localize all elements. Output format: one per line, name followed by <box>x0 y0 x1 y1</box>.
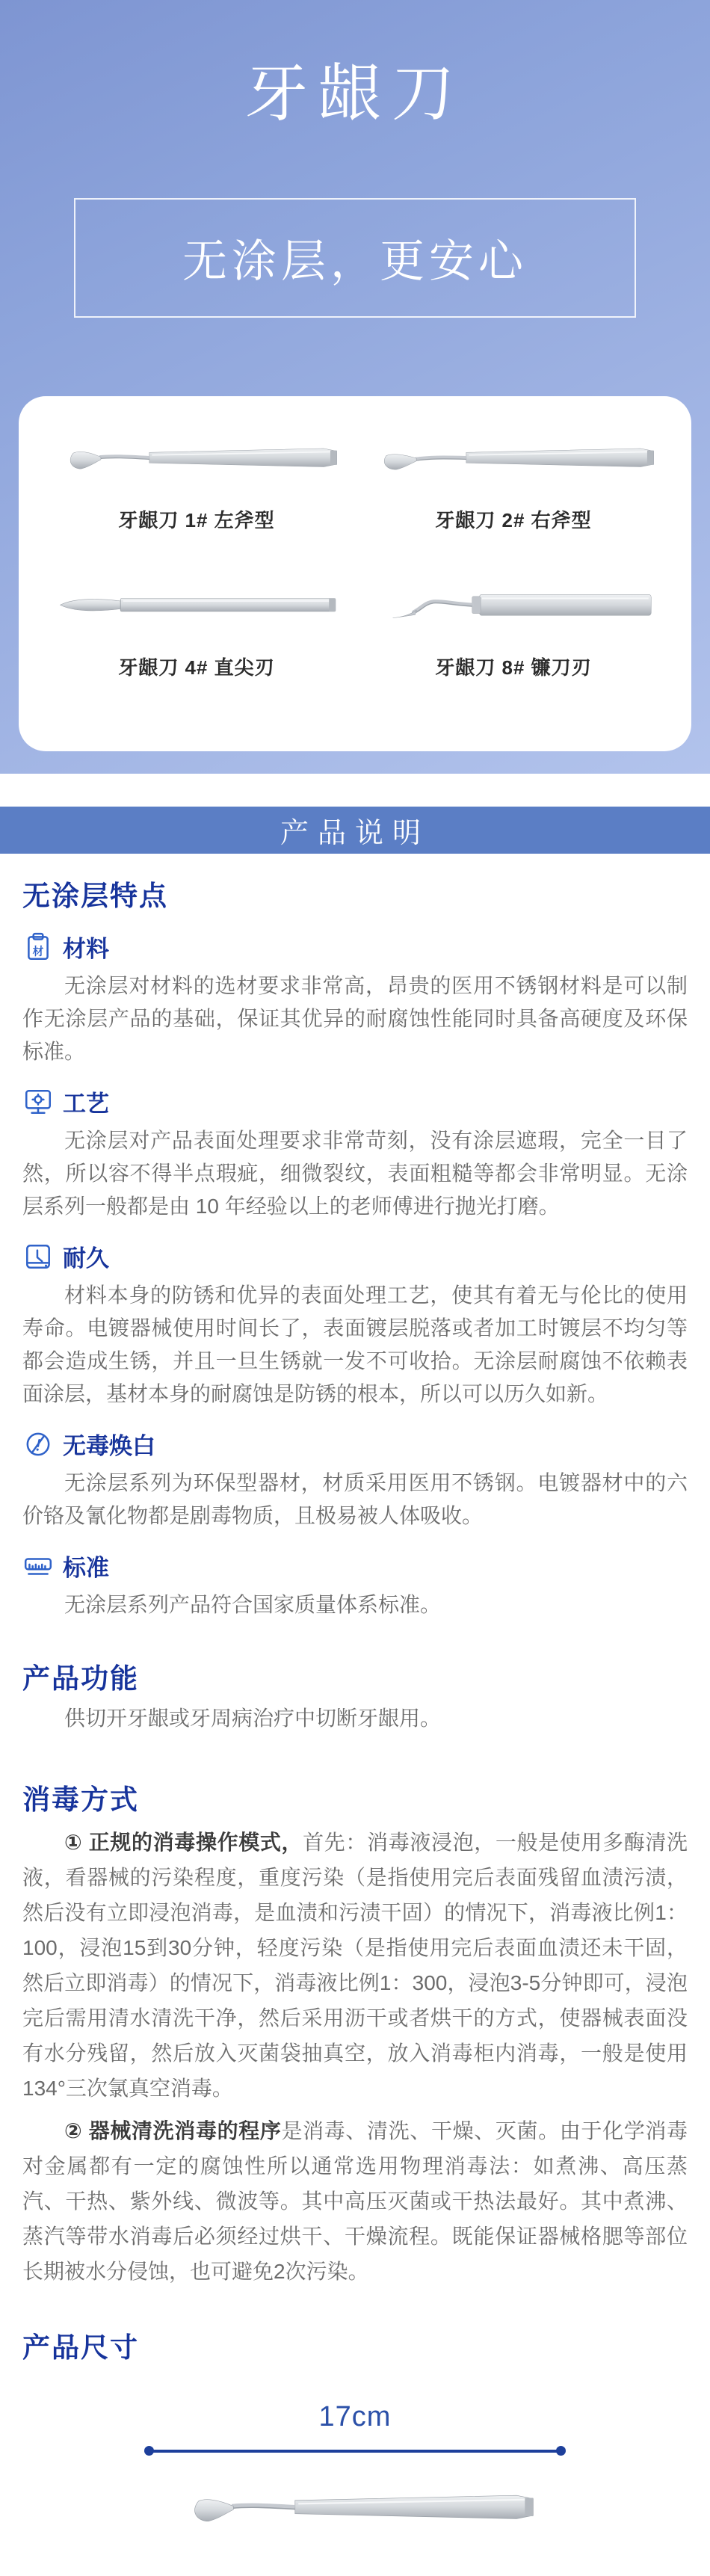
feature-standard <box>22 1549 688 1583</box>
product-caption: 牙龈刀 2# 右斧型 <box>435 509 592 531</box>
feature-label: 无毒焕白 <box>63 1433 155 1459</box>
slogan-box <box>74 198 636 318</box>
disinfection-text-1: 首先：消毒液浸泡，一般是使用多酶清洗液，看器械的污染程度，重度污染（是指使用完后表面残留血渍污渍，然后没有立即浸泡消毒，是血渍和污渍干固）的情况下，消毒液比例1：100，浸泡15到30分钟，轻度污染（是指使用完后表面血渍还未干固，然后立即消毒）的情况下，消毒液比例1：300，浸泡3-5分钟即可，浸泡完后需用清水清洗干净，然后采用沥干或者烘干的方式，使器械表面没有水分残留，然后放入灭菌袋抽真空，放入消毒柜内消毒，一般是使用134°三次氯真空消毒。 <box>22 1831 688 2100</box>
disinfection-paragraph-2 <box>22 2113 688 2289</box>
product-item-4 <box>38 582 355 730</box>
product-description <box>0 873 710 2576</box>
disinfection-paragraph-1 <box>22 1825 688 2106</box>
features-heading: 无涂层特点 <box>22 881 168 911</box>
dimension-figure <box>146 2401 564 2542</box>
instrument-right-axe-image <box>369 435 658 483</box>
slogan-text: 无涂层，更安心 <box>182 236 528 286</box>
feature-material <box>22 930 688 964</box>
product-caption: 牙龈刀 1# 左斧型 <box>118 509 275 531</box>
monitor-gear-icon <box>22 1086 54 1118</box>
svg-text:材: 材 <box>32 946 44 958</box>
feature-text-standard: 无涂层系列产品符合国家质量体系标准。 <box>64 1593 442 1616</box>
disinfection-text-2: 是消毒、清洗、干燥、灭菌。由于化学消毒对金属都有一定的腐蚀性所以通常选用物理消毒法：如煮沸、高压蒸汽、干热、紫外线、微波等。其中高压灭菌或干热法最好。其中煮沸、蒸汽等带水消毒后必须经过烘干、干燥流程。既能保证器械格腮等部位长期被水分侵蚀，也可避免2次污染。 <box>22 2119 688 2283</box>
product-card <box>19 396 691 751</box>
product-caption: 牙龈刀 8# 镰刀刃 <box>435 656 592 679</box>
ruler-icon <box>22 1550 54 1582</box>
disinfection-lead-2: ② 器械清洗消毒的程序 <box>64 2119 282 2142</box>
feature-text-material: 无涂层对材料的选材要求非常高，昂贵的医用不锈钢材料是可以制作无涂层产品的基础，保证其优异的耐腐蚀性能同时具备高硬度及环保标准。 <box>22 974 688 1063</box>
feature-label: 材料 <box>63 936 109 962</box>
clipboard-icon <box>22 931 54 963</box>
instrument-sickle-image <box>369 582 658 630</box>
dimension-length-label: 17cm <box>318 2401 392 2432</box>
functions-text: 供切开牙龈或牙周病治疗中切断牙龈用。 <box>64 1707 442 1730</box>
page-title: 牙龈刀 <box>244 58 465 129</box>
product-caption: 牙龈刀 4# 直尖刃 <box>118 656 275 679</box>
hero-banner <box>0 0 710 774</box>
dimensions-heading: 产品尺寸 <box>22 2332 139 2363</box>
product-item-8 <box>355 582 672 730</box>
functions-heading: 产品功能 <box>22 1663 139 1694</box>
feature-craft <box>22 1085 688 1118</box>
feature-text-nontoxic: 无涂层系列为环保型器材，材质采用医用不锈钢。电镀器材中的六价铬及氰化物都是剧毒物质，且极易被人体吸收。 <box>22 1471 688 1527</box>
feature-durability <box>22 1239 688 1273</box>
clock-icon <box>22 1241 54 1272</box>
feature-text-craft: 无涂层对产品表面处理要求非常苛刻，没有涂层遮瑕，完全一目了然，所以容不得半点瑕疵，细微裂纹，表面粗糙等都会非常明显。无涂层系列一般都是由 10 年经验以上的老师傅进行抛光打磨。 <box>22 1129 688 1218</box>
dimension-measure-line <box>146 2450 564 2453</box>
instrument-straight-point-image <box>52 582 341 630</box>
feature-label: 标准 <box>63 1555 109 1581</box>
feature-label: 耐久 <box>63 1245 109 1272</box>
feature-label: 工艺 <box>63 1091 109 1117</box>
instrument-left-axe-image <box>52 435 341 483</box>
disinfection-heading: 消毒方式 <box>22 1784 139 1815</box>
no-toxin-icon <box>22 1429 54 1460</box>
product-item-2 <box>355 435 672 582</box>
product-item-1 <box>38 435 355 582</box>
section-bar <box>0 807 710 854</box>
section-bar-title: 产品说明 <box>280 818 430 849</box>
feature-text-durability: 材料本身的防锈和优异的表面处理工艺，使其有着无与伦比的使用寿命。电镀器械使用时间长了，表面镀层脱落或者加工时镀层不均匀等都会造成生锈，并且一旦生锈就一发不可收拾。无涂层耐腐蚀不依赖表面涂层，基材本身的耐腐蚀是防锈的根本，所以可以历久如新。 <box>22 1284 688 1405</box>
disinfection-lead-1: ① 正规的消毒操作模式， <box>64 1831 303 1854</box>
feature-nontoxic <box>22 1427 688 1461</box>
dimension-instrument-image <box>146 2480 564 2538</box>
